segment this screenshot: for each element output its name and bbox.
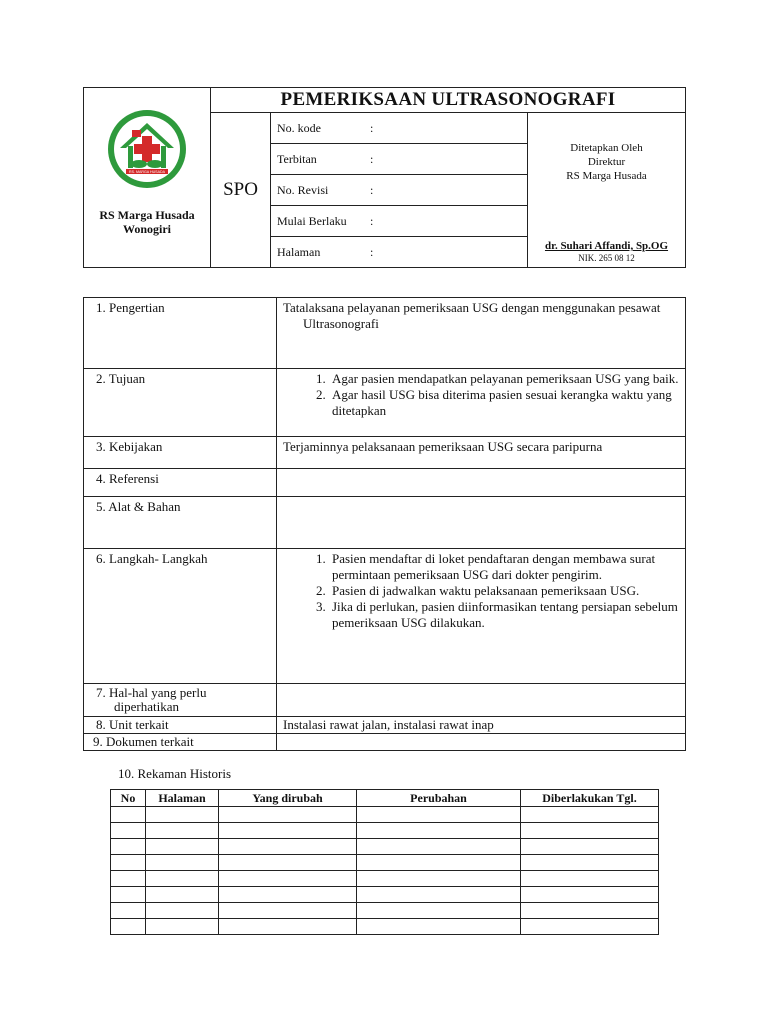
table-row — [111, 807, 659, 823]
col-halaman: Halaman — [146, 790, 219, 807]
document-title: PEMERIKSAAN ULTRASONOGRAFI — [211, 88, 686, 113]
label-referensi: 4. Referensi — [84, 469, 277, 497]
hospital-name: RS Marga Husada — [99, 208, 195, 222]
logo-cell — [84, 88, 211, 268]
col-diberlakukan: Diberlakukan Tgl. — [521, 790, 659, 807]
col-yang-dirubah: Yang dirubah — [219, 790, 357, 807]
spo-label: SPO — [211, 113, 271, 268]
field-mulai-berlaku: Mulai Berlaku : — [271, 206, 528, 237]
col-perubahan: Perubahan — [357, 790, 521, 807]
list-langkah — [277, 549, 686, 684]
value-hal-hal — [277, 684, 686, 717]
procedure-table — [83, 297, 686, 751]
table-row — [111, 839, 659, 855]
table-row — [111, 823, 659, 839]
signer-name: dr. Suhari Affandi, Sp.OG — [544, 240, 669, 252]
list-item: 2. Agar hasil USG bisa diterima pasien sesuai kerangka waktu yang ditetapkan — [329, 387, 679, 419]
label-pengertian: 1. Pengertian — [84, 298, 277, 369]
history-table — [110, 789, 659, 935]
text-unit-terkait: Instalasi rawat jalan, instalasi rawat inap — [277, 717, 686, 734]
text-pengertian: Tatalaksana pelayanan pemeriksaan USG dengan menggunakan pesawat Ultrasonografi — [277, 298, 686, 369]
text-kebijakan: Terjaminnya pelaksanaan pemeriksaan USG secara paripurna — [277, 437, 686, 469]
list-item: 1. Agar pasien mendapatkan pelayanan pemeriksaan USG yang baik. — [329, 371, 679, 387]
label-kebijakan: 3. Kebijakan — [84, 437, 277, 469]
table-row — [111, 887, 659, 903]
field-terbitan: Terbitan : — [271, 144, 528, 175]
label-hal-hal: 7. Hal-hal yang perlu diperhatikan — [84, 684, 277, 717]
list-tujuan — [277, 369, 686, 437]
approval-block — [528, 113, 686, 268]
label-langkah: 6. Langkah- Langkah — [84, 549, 277, 684]
label-dokumen-terkait: 9. Dokumen terkait — [84, 734, 277, 751]
list-item: 2. Pasien di jadwalkan waktu pelaksanaan pemeriksaan USG. — [329, 583, 679, 599]
hospital-city: Wonogiri — [122, 222, 171, 236]
field-halaman: Halaman : — [271, 237, 528, 268]
approval-line1: Ditetapkan Oleh — [570, 142, 643, 154]
logo-text: RS. MARGA HUSADA — [129, 170, 165, 174]
approval-line2: Direktur — [587, 156, 626, 168]
table-row — [111, 871, 659, 887]
list-item: 3. Jika di perlukan, pasien diinformasikan tentang persiapan sebelum pemeriksaan USG dilakukan. — [329, 599, 679, 631]
value-referensi — [277, 469, 686, 497]
signer-nik: NIK. 265 08 12 — [578, 253, 635, 263]
table-row — [111, 855, 659, 871]
approval-line3: RS Marga Husada — [566, 170, 647, 182]
hospital-logo — [106, 108, 188, 190]
label-tujuan: 2. Tujuan — [84, 369, 277, 437]
field-no-kode: No. kode : — [271, 113, 528, 144]
list-item: 1. Pasien mendaftar di loket pendaftaran dengan membawa surat permintaan pemeriksaan USG dari dokter pengirim. — [329, 551, 679, 583]
table-row — [111, 903, 659, 919]
field-no-revisi: No. Revisi : — [271, 175, 528, 206]
label-unit-terkait: 8. Unit terkait — [84, 717, 277, 734]
col-no: No — [111, 790, 146, 807]
spo-header-table — [83, 87, 686, 268]
value-dokumen-terkait — [277, 734, 686, 751]
value-alat-bahan — [277, 497, 686, 549]
label-alat-bahan: 5. Alat & Bahan — [84, 497, 277, 549]
history-title: 10. Rekaman Historis — [118, 766, 232, 781]
table-row — [111, 919, 659, 935]
